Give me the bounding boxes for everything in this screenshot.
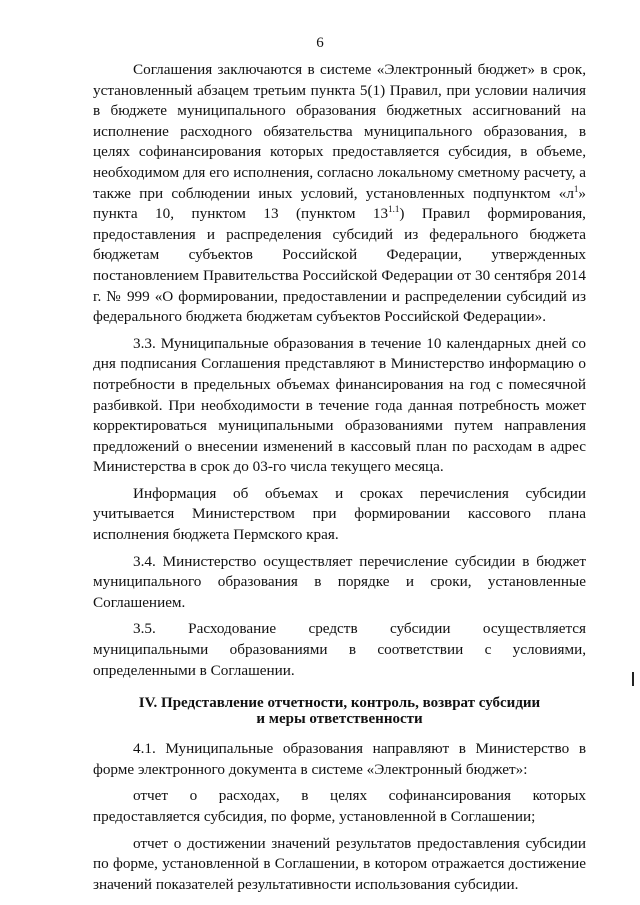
paragraph-text: » пункта 10, пунктом 13 (пунктом 13: [93, 184, 586, 223]
superscript: 1.1: [388, 204, 400, 215]
paragraph-3-5: 3.5. Расходование средств субсидии осуществляется муниципальными образованиями в соответствии с условиями, определенными в Соглашении.: [93, 620, 586, 679]
paragraph-agreement-terms: [93, 60, 586, 328]
paragraph-3-4: 3.4. Министерство осуществляет перечисление субсидии в бюджет муниципального образования в порядке и сроки, установленные Соглашением.: [93, 552, 586, 611]
paragraph-3-3: 3.3. Муниципальные образования в течение 10 календарных дней со дня подписания Соглашения представляют в Министерство информацию о потребности в предельных объемах финансирования на год с помесячной разбивкой. При необходимости в течение года данная потребность может корректироваться муниципальными образованиями путем направления предложений о внесении изменений в кассовый план по расходам в адрес Министерства в срок до 03-го числа текущего месяца.: [93, 334, 586, 476]
margin-scan-mark: [632, 672, 634, 686]
section-heading-line: IV. Представление отчетности, контроль, возврат субсидии: [138, 695, 541, 712]
superscript: 1: [573, 183, 579, 194]
paragraph-cash-plan-info: Информация об объемах и сроках перечисления субсидии учитывается Министерством при формировании кассового плана исполнения бюджета Пермского края.: [93, 484, 586, 544]
page-number: 6: [316, 35, 324, 51]
paragraph-text: ) Правил формирования, предоставления и распределения субсидий из федерального бюджета бюджетам субъектов Российской Федерации, утвержденных постановлением Правительства Российской Федерации от 30 сентября 2014 г. № 999 «О формировании, предоставлении и распределении субсидий из федерального бюджета бюджетам субъектов Российской Федерации».: [93, 205, 586, 326]
paragraph-expense-report: отчет о расходах, в целях софинансирования которых предоставляется субсидия, по форме, установленной в Соглашении;: [93, 787, 586, 825]
section-heading-line: и меры ответственности: [256, 711, 423, 728]
paragraph-results-report: отчет о достижении значений результатов предоставления субсидии по форме, установленной в Соглашении, в котором отражается достижение значений показателей результативности использования субсидии.: [93, 834, 586, 893]
section-heading: [93, 695, 586, 727]
document-body: [93, 60, 586, 895]
paragraph-4-1: 4.1. Муниципальные образования направляют в Министерство в форме электронного документа в системе «Электронный бюджет»:: [93, 740, 586, 778]
paragraph-text: Соглашения заключаются в системе «Электронный бюджет» в срок, установленный абзацем третьим пункта 5(1) Правил, при условии наличия в бюджете муниципального образования бюджетных ассигнований на исполнение расходного обязательства муниципального образования, в целях софинансирования которых предоставляется субсидия, в объеме, необходимом для его исполнения, согласно локальному сметному расчету, а также при соблюдении иных условий, установленных подпунктом «л: [93, 61, 586, 202]
